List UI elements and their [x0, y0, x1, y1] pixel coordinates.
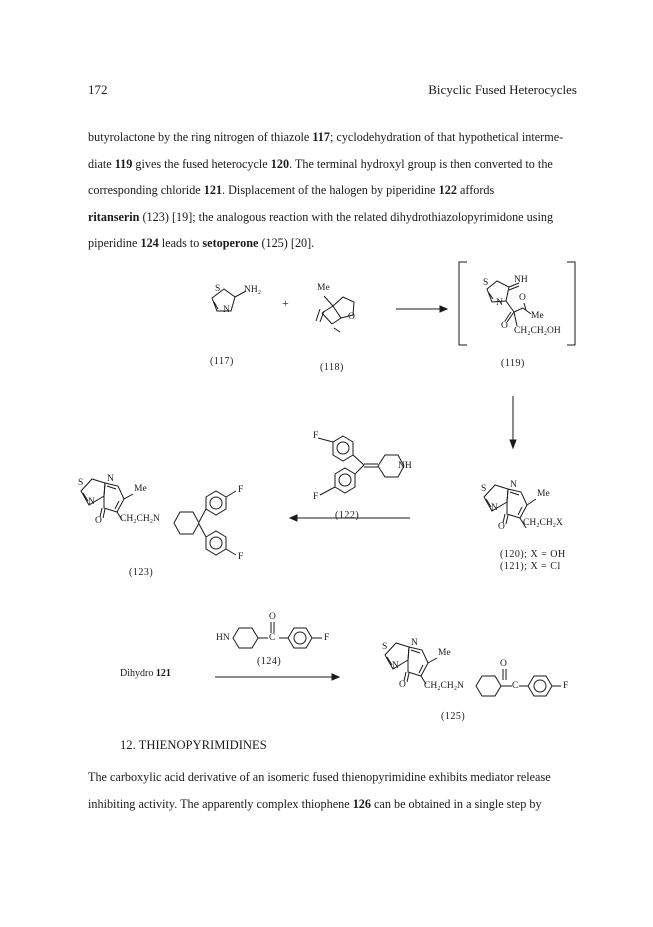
atom-label: Me	[537, 489, 550, 499]
atom-label: CH₂CH₂N	[120, 514, 160, 524]
paragraph-2	[88, 764, 588, 817]
atom-label: N	[491, 503, 498, 513]
text-line: ritanserin (123) [19]; the analogous reaction with the related dihydrothiazolopyrimidone using	[88, 209, 554, 224]
atom-label: O	[498, 522, 505, 532]
atom-label: NH₂	[244, 285, 262, 295]
atom-label: O	[519, 293, 526, 303]
atom-label: NH	[514, 275, 528, 285]
page-number: 172	[88, 82, 108, 97]
atom-label: F	[563, 681, 569, 691]
atom-label: N	[411, 638, 418, 648]
atom-label: F	[238, 552, 244, 562]
atom-label: C	[269, 633, 276, 643]
atom-label: HN	[216, 633, 230, 643]
compound-122-structure	[318, 436, 404, 495]
compound-119-structure	[487, 281, 531, 326]
atom-label: F	[313, 431, 319, 441]
compound-118-label: (118)	[320, 362, 344, 373]
plus-sign: +	[282, 296, 289, 310]
text-line: corresponding chloride 121. Displacement of the halogen by piperidine 122 affords	[88, 183, 495, 198]
atom-label: N	[107, 474, 114, 484]
atom-label: F	[324, 633, 330, 643]
atom-label: C	[512, 681, 519, 691]
dihydro-121-label: Dihydro 121	[120, 668, 171, 679]
compound-124-structure	[233, 622, 322, 648]
text-line: butyrolactone by the ring nitrogen of thiazole 117; cyclodehydration of that hypothetical interme-	[88, 130, 564, 144]
atom-label: O	[95, 516, 102, 526]
compound-119-label: (119)	[501, 358, 525, 369]
compound-122-label: (122)	[335, 510, 360, 521]
compound-125-structure	[385, 643, 561, 696]
compound-121-label: (121); X = Cl	[500, 561, 561, 572]
atom-label: Me	[134, 484, 147, 494]
atom-label: O	[500, 659, 507, 669]
running-title: Bicyclic Fused Heterocycles	[428, 82, 577, 97]
atom-label: S	[382, 642, 388, 652]
compound-123-label: (123)	[129, 567, 154, 578]
text-line: piperidine 124 leads to setoperone (125) [20].	[88, 236, 315, 251]
atom-label: Me	[438, 648, 451, 658]
atom-label: N	[88, 497, 95, 507]
atom-label: O	[269, 612, 276, 622]
atom-label: N	[392, 661, 399, 671]
atom-label: O	[348, 312, 355, 322]
atom-label: CH₂CH₂X	[523, 518, 563, 528]
atom-label: N	[496, 298, 503, 308]
compound-120-label: (120); X = OH	[500, 549, 566, 560]
text-line: inhibiting activity. The apparently complex thiophene 126 can be obtained in a single step by	[88, 796, 542, 811]
atom-label: F	[313, 492, 319, 502]
atom-label: Me	[317, 283, 330, 293]
atom-label: O	[399, 680, 406, 690]
text-line: diate 119 gives the fused heterocycle 120. The terminal hydroxyl group is then converted to the	[88, 156, 553, 171]
atom-label: S	[483, 278, 489, 288]
atom-label: S	[215, 284, 221, 294]
atom-label: Me	[531, 311, 544, 321]
atom-label: N	[223, 305, 230, 315]
atom-label: CH₂CH₂N	[424, 681, 464, 691]
compound-117-label: (117)	[210, 356, 234, 367]
section-heading: 12. THIENOPYRIMIDINES	[120, 738, 267, 752]
atom-label: F	[238, 485, 244, 495]
atom-label: O	[501, 321, 508, 331]
atom-label: S	[78, 478, 84, 488]
compound-125-label: (125)	[441, 711, 466, 722]
atom-label: NH	[398, 461, 412, 471]
atom-label: CH₂CH₂OH	[514, 326, 561, 336]
text-line: The carboxylic acid derivative of an isomeric fused thienopyrimidine exhibits mediator release	[88, 770, 551, 784]
atom-label: S	[481, 484, 487, 494]
compound-124-label: (124)	[257, 656, 282, 667]
atom-label: N	[510, 480, 517, 490]
